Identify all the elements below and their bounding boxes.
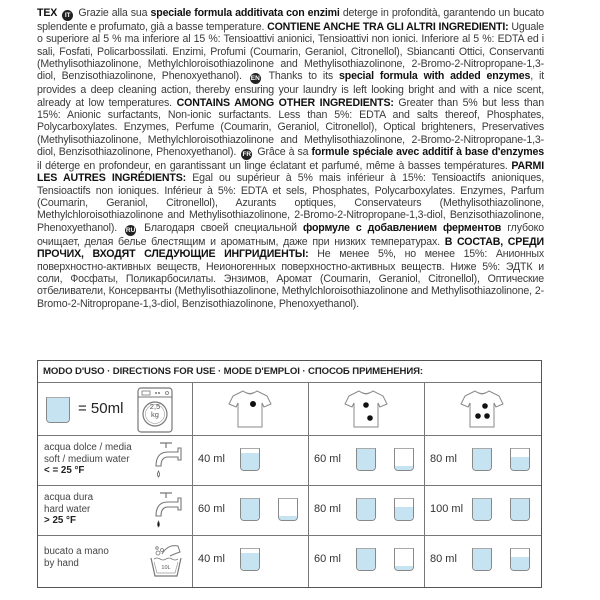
fr-bold-1: formule spéciale avec additif à base d'enzymes [311, 146, 544, 159]
cup-fill-level [395, 566, 413, 570]
en-bold-1: special formula with added enzymes [339, 70, 531, 83]
en-text-1: Thanks to its [268, 70, 334, 83]
lang-badge-it: IT [62, 10, 73, 21]
measuring-cup-icon [394, 548, 414, 571]
en-text-2: , it provides a deep cleaning action, thereby ensuring your laundry is left looking bright and with a nice scent, already at low temperatures. [37, 70, 545, 109]
divider [38, 485, 541, 486]
cup-fill-level [241, 453, 259, 470]
measuring-cup-icon [278, 498, 298, 521]
lang-badge-en: EN [250, 75, 260, 83]
ru-bold-1: формуле с добавлением ферментов [302, 221, 502, 234]
measuring-cup-icon [356, 548, 376, 571]
directions-table [37, 360, 542, 588]
washing-machine-icon [137, 387, 173, 433]
condition-line: acqua dura [44, 492, 94, 503]
brand-name: TEX [37, 7, 58, 19]
ru-text-1: Благодаря своей специальной [144, 221, 297, 234]
cup-fill-level [511, 499, 529, 520]
measuring-cup-icon [472, 548, 492, 571]
en-text-3: Greater than 5% but less than 15%: Anionic surfactants, Non-ionic surfactants. Less than 5%: EDTA and salts thereof, Phosphates, Polycarboxylates. Enzymes, Perfume (Coumarin, Geraniol, Citronellol), Optical brighteners, Preservatives (Methylisothiazolinone, Methylchloroisothiazolinone and Methylisothiazolinone, 2-Bromo-2-Nitropropane-1,3-diol, Benzisothiazolinone, Phenoxyethanol). [37, 96, 545, 159]
dose-amount: 60 ml [314, 553, 341, 565]
ru-text-2: глубоко очищает, делая белье блестящим и ароматным, даже при низких температурах. [37, 221, 544, 248]
shirt-light-soil-icon [228, 389, 272, 429]
cup-fill-level [395, 466, 413, 470]
legend-dose: = 50ml [78, 400, 124, 417]
condition-line: bucato a mano [44, 546, 109, 557]
dose-legend [38, 383, 192, 435]
tap-light-drop-icon [148, 440, 184, 480]
load-unit: kg [151, 410, 159, 419]
dose-amount: 60 ml [198, 503, 225, 515]
dose-amount: 80 ml [430, 453, 457, 465]
shirt-medium-soil-icon [344, 389, 388, 429]
measuring-cup-icon [240, 448, 260, 471]
measuring-cup-icon [46, 397, 70, 423]
fr-text-2: il déterge en profondeur, en garantissant un linge éclatant et parfumé, même à basses températures. [37, 160, 508, 173]
measuring-cup-icon [394, 498, 414, 521]
measuring-cup-icon [510, 448, 530, 471]
cup-fill-level [473, 449, 491, 470]
fr-text-1: Grâce à sa [257, 146, 309, 159]
cup-fill-level [241, 553, 259, 570]
measuring-cup-icon [240, 548, 260, 571]
lang-badge-fr: FR [242, 151, 252, 159]
ingredients-text [37, 7, 544, 310]
condition-line: < = 25 °F [44, 465, 85, 476]
fr-bold-2: PARMI LES AUTRES INGRÉDIENTS: [37, 160, 545, 185]
measuring-cup-icon [472, 498, 492, 521]
ru-bold-2: В СОСТАВ, СРЕДИ ПРОЧИХ, ВХОДЯТ СЛЕДУЮЩИЕ ИНГРИДИЕНТЫ: [37, 235, 544, 261]
measuring-cup-icon [356, 448, 376, 471]
cup-fill-level [357, 499, 375, 520]
it-text-1: Grazie alla sua [78, 7, 148, 19]
water-condition [44, 492, 93, 527]
water-condition [44, 442, 132, 477]
dose-amount: 40 ml [198, 453, 225, 465]
divider [38, 535, 541, 536]
load-value: 2,5 [149, 402, 161, 411]
cup-fill-level [357, 449, 375, 470]
condition-line: hard water [44, 503, 91, 515]
dose-amount: 60 ml [314, 453, 341, 465]
lang-badge-ru: RU [125, 226, 136, 234]
cup-fill-level [357, 549, 375, 570]
it-bold-2: CONTIENE ANCHE TRA GLI ALTRI INGREDIENTI: [267, 21, 509, 33]
divider [38, 435, 541, 436]
measuring-cup-icon [510, 548, 530, 571]
cup-fill-level [241, 499, 259, 520]
measuring-cup-icon [356, 498, 376, 521]
cup-fill-level [395, 507, 413, 520]
hand-wash-basin-icon [148, 540, 184, 580]
dose-amount: 40 ml [198, 553, 225, 565]
cup-fill-level [473, 499, 491, 520]
ru-text-3: Не менее 5%, но менее 15%: Анионных поверхностно-активных веществ, Неионогенных поверхностно-активных веществ. Ниже 5%: ЭДТК и соли, Фосфаты, Поликарбосилаты. Энзимов, Аромат (Coumarin, Geraniol, Citronellol), Оптические отбеливатели, Консерванты (Methylisothiazolinone, Methylchloroisothiazolinone and Methylisothiazolinone, 2-Bromo-2-Nitropropane-1,3-diol, Benzisothiazolinone, Phenoxyethanol). [37, 248, 544, 310]
cup-fill-level [473, 549, 491, 570]
fr-text-3: Egal ou supérieur à 5% mais inférieur à 15%: Tensioactifs anioniques, Tensioactifs non ioniques. Inférieur à 5%: EDTA et sels, Phosphates, Polycarboxylates. Enzymes, Parfum (Coumarin, Geraniol, Citronellol), Azurants optiques, Conservateurs (Methylisothiazolinone, Methylchloroisothiazolinone and Methylisothiazolinone, 2-Bromo-2-Nitropropane-1,3-diol, Benzisothiazolinone, Phenoxyethanol). [37, 172, 544, 234]
shirt-heavy-soil-icon [460, 389, 504, 429]
water-condition [44, 546, 109, 569]
condition-line: > 25 °F [44, 515, 76, 526]
en-bold-2: CONTAINS AMONG OTHER INGREDIENTS: [176, 96, 394, 109]
measuring-cup-icon [394, 448, 414, 471]
condition-line: acqua dolce / media [44, 442, 132, 453]
cup-fill-level [511, 457, 529, 470]
dose-amount: 100 ml [430, 503, 464, 515]
cup-fill-level [511, 557, 529, 570]
measuring-cup-icon [510, 498, 530, 521]
dose-amount: 80 ml [314, 503, 341, 515]
it-text-2: deterge in profondità, garantendo un bucato splendente e profumato, già a basse temperature. [37, 7, 545, 33]
measuring-cup-icon [240, 498, 260, 521]
condition-line: soft / medium water [44, 453, 130, 465]
basin-volume: 10L [161, 565, 171, 571]
dose-amount: 80 ml [430, 553, 457, 565]
cup-fill-level [279, 516, 297, 520]
condition-line: by hand [44, 557, 79, 569]
measuring-cup-icon [472, 448, 492, 471]
tap-dark-drop-icon [148, 490, 184, 530]
it-text-3: Uguale o superiore al 5 % ma inferiore al 15 %: Tensioattivi anionici, Tensioattivi non ionici. Inferiore al 5 %: EDTA ed i sali, Fosfati, Policarbossilati. Enzimi, Profumi (Coumarin, Geraniol, Citronellol), Sbiancanti Ottici, Conservanti (Methylisothiazolinone, Methylchloroisothiazolinone and Methylisothiazolinone, 2-Bromo-2-Nitropropane-1,3-diol, Benzisothiazolinone, Phenoxyethanol). [37, 21, 545, 83]
directions-header: MODO D'USO · DIRECTIONS FOR USE · MODE D'EMPLOI · СПОСОБ ПРИМЕНЕНИЯ: [38, 361, 541, 383]
it-bold-1: speciale formula additivata con enzimi [150, 7, 340, 19]
